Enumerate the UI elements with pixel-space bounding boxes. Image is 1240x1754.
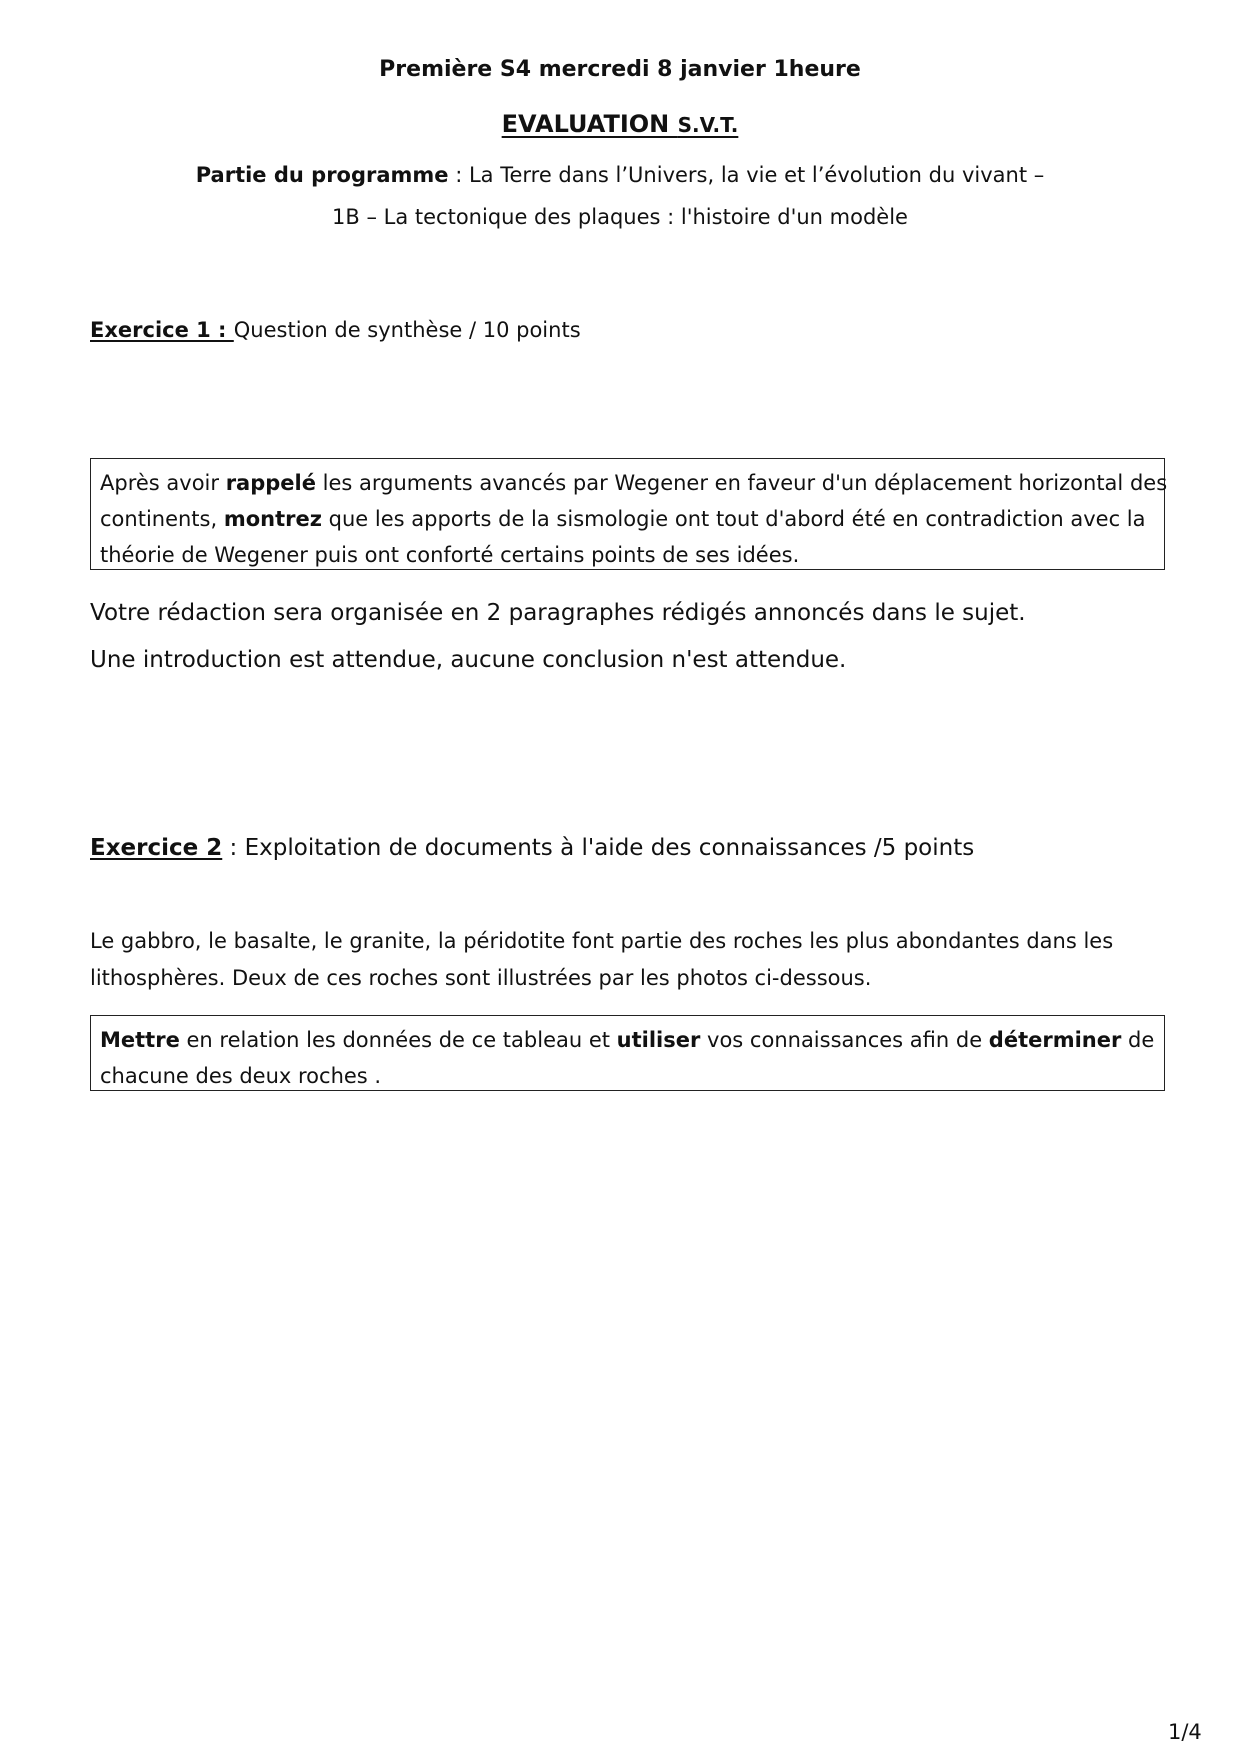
text-run: de xyxy=(1121,1028,1155,1052)
exercise2-label: Exercice 2 xyxy=(90,835,223,861)
page-number: 1/4 xyxy=(1168,1720,1202,1744)
class-line: Première S4 mercredi 8 janvier 1heure xyxy=(379,57,861,82)
exercise2-intro-line2: lithosphères. Deux de ces roches sont illustrées par les photos ci-dessous. xyxy=(90,966,872,990)
exercise2-heading xyxy=(90,835,974,861)
keyword-utiliser: utiliser xyxy=(616,1028,701,1052)
keyword-mettre: Mettre xyxy=(100,1028,180,1052)
exercise1-box-line2 xyxy=(100,501,1155,537)
text-run: Après avoir xyxy=(100,471,226,495)
exercise1-label: Exercice 1 : xyxy=(90,318,234,342)
program-label: Partie du programme xyxy=(195,163,449,187)
exercise2-box-line1 xyxy=(100,1022,1155,1058)
keyword-montrez: montrez xyxy=(223,507,322,531)
exercise1-note-organisation: Votre rédaction sera organisée en 2 paragraphes rédigés annoncés dans le sujet. xyxy=(90,600,1026,626)
exercise1-box-line1 xyxy=(100,465,1168,501)
text-run: que les apports de la sismologie ont tout d'abord été en contradiction avec la xyxy=(321,507,1146,531)
evaluation-title-main: EVALUATION xyxy=(501,110,678,138)
exercise2-intro-line1: Le gabbro, le basalte, le granite, la péridotite font partie des roches les plus abondantes dans les xyxy=(90,929,1114,953)
exercise1-note-introduction: Une introduction est attendue, aucune conclusion n'est attendue. xyxy=(90,647,847,673)
text-run: continents, xyxy=(100,507,224,531)
program-subtitle: 1B – La tectonique des plaques : l'histoire d'un modèle xyxy=(332,205,908,229)
exercise2-title: : Exploitation de documents à l'aide des connaissances /5 points xyxy=(222,835,975,861)
text-run: en relation les données de ce tableau et xyxy=(179,1028,617,1052)
program-text: : La Terre dans l’Univers, la vie et l’évolution du vivant – xyxy=(448,163,1045,187)
evaluation-title-svt: S.V.T. xyxy=(677,113,739,137)
exercise2-box-line2: chacune des deux roches . xyxy=(100,1064,382,1088)
exercise1-title: Question de synthèse / 10 points xyxy=(233,318,581,342)
exercise1-instruction-box xyxy=(90,458,1168,570)
keyword-rappele: rappelé xyxy=(225,471,316,495)
text-run: vos connaissances afin de xyxy=(700,1028,989,1052)
text-run: les arguments avancés par Wegener en faveur d'un déplacement horizontal des xyxy=(315,471,1168,495)
exercise1-heading xyxy=(90,318,581,342)
keyword-determiner: déterminer xyxy=(988,1028,1122,1052)
exercise1-box-line3: théorie de Wegener puis ont conforté certains points de ses idées. xyxy=(100,543,800,567)
evaluation-title xyxy=(0,110,1240,138)
exercise2-instruction-box xyxy=(90,1015,1165,1091)
program-line xyxy=(0,163,1240,187)
